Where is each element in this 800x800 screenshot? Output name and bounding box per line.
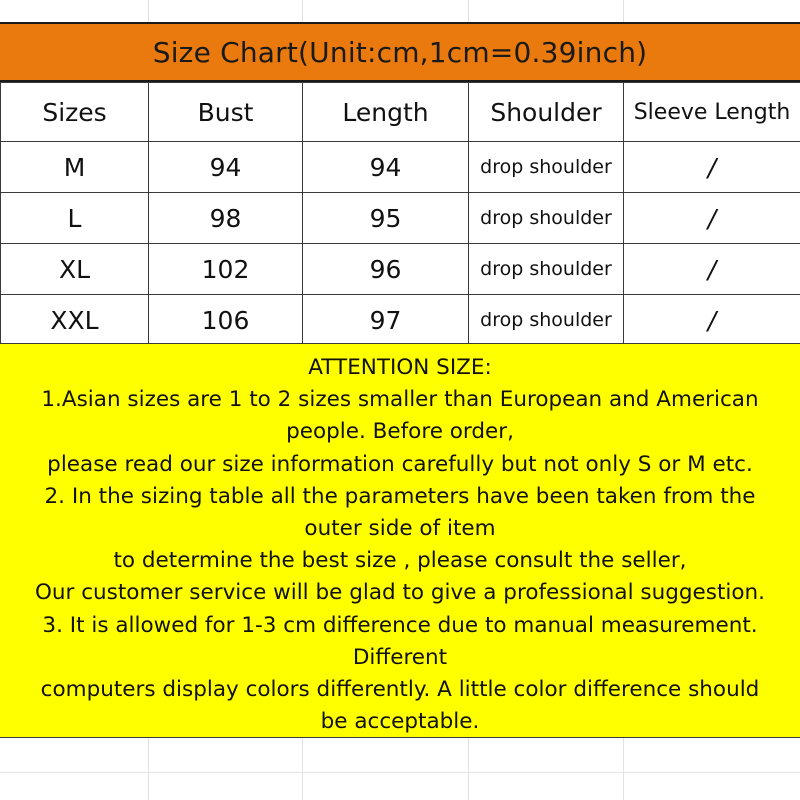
attention-line: outer side of item: [304, 516, 496, 542]
attention-line: people. Before order,: [286, 419, 514, 445]
header-shoulder: Shoulder: [469, 83, 624, 142]
header-bust: Bust: [149, 83, 303, 142]
table-row: [1, 142, 800, 193]
table-row: [1, 295, 800, 346]
cell-size: XL: [1, 244, 149, 295]
grid-line: [0, 772, 800, 773]
cell-bust: 94: [149, 142, 303, 193]
cell-sleeve-length: /: [624, 142, 800, 193]
cell-size: XXL: [1, 295, 149, 346]
cell-shoulder: drop shoulder: [469, 193, 624, 244]
cell-sleeve-length: /: [624, 193, 800, 244]
table-row: [1, 193, 800, 244]
grid-line: [468, 738, 469, 800]
attention-line: please read our size information carefully but not only S or M etc.: [47, 451, 753, 477]
grid-line: [302, 0, 303, 22]
table-row: [1, 244, 800, 295]
grid-line: [148, 738, 149, 800]
grid-line: [302, 738, 303, 800]
attention-line: computers display colors differently. A little color difference should: [40, 677, 760, 703]
cell-length: 95: [303, 193, 469, 244]
size-table: [0, 82, 800, 346]
attention-line: Our customer service will be glad to give a professional suggestion.: [35, 580, 765, 606]
spreadsheet-grid-top: [0, 0, 800, 23]
attention-line: to determine the best size , please consult the seller,: [113, 548, 687, 574]
cell-sleeve-length: /: [624, 244, 800, 295]
grid-line: [623, 738, 624, 800]
header-sleeve-length: Sleeve Length: [624, 83, 800, 142]
table-header-row: [1, 83, 800, 142]
header-length: Length: [303, 83, 469, 142]
cell-shoulder: drop shoulder: [469, 142, 624, 193]
size-chart-title: Size Chart(Unit:cm,1cm=0.39inch): [0, 22, 800, 82]
cell-bust: 102: [149, 244, 303, 295]
attention-line: be acceptable.: [320, 709, 480, 735]
cell-size: M: [1, 142, 149, 193]
cell-length: 96: [303, 244, 469, 295]
cell-shoulder: drop shoulder: [469, 244, 624, 295]
attention-line: 1.Asian sizes are 1 to 2 sizes smaller than European and American: [41, 387, 759, 413]
attention-notice: [0, 343, 800, 738]
cell-bust: 98: [149, 193, 303, 244]
attention-heading: ATTENTION SIZE:: [308, 355, 492, 380]
cell-size: L: [1, 193, 149, 244]
cell-length: 97: [303, 295, 469, 346]
grid-line: [623, 0, 624, 22]
attention-line: 3. It is allowed for 1-3 cm difference due to manual measurement.: [42, 612, 758, 638]
cell-bust: 106: [149, 295, 303, 346]
grid-line: [468, 0, 469, 22]
cell-length: 94: [303, 142, 469, 193]
grid-line: [148, 0, 149, 22]
header-sizes: Sizes: [1, 83, 149, 142]
spreadsheet-grid-bottom: [0, 738, 800, 800]
attention-line: 2. In the sizing table all the parameters have been taken from the: [44, 483, 756, 509]
cell-sleeve-length: /: [624, 295, 800, 346]
cell-shoulder: drop shoulder: [469, 295, 624, 346]
attention-line: Different: [352, 644, 448, 670]
